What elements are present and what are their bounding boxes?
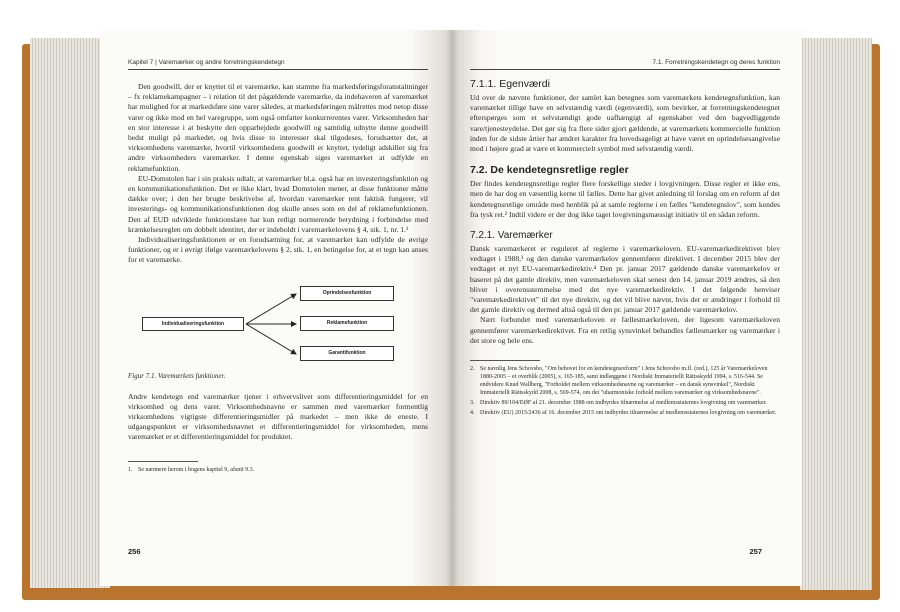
right-body-721 xyxy=(470,244,780,346)
paragraph: Dansk varemærkeret er reguleret af reglerne i varemærkeloven. EU-varemærkedirektivet blev vedtaget i 1988,³ og den danske varemærkelov gennemfører direktivet. I december 2015 blev der vedtaget et nyt EU-varemærkedirektiv.⁴ Den pr. januar 2017 gældende danske varemærkelov er baseret på det gamle direktiv, men varemærkeloven skal senest den 14. januar 2019 ændres, så den bliver i overensstemmelse med det nye varemærkedirektiv. I det følgende henviser "varemærkedirektivet" til det nye direktiv, og det vil blive nævnt, hvis der er ændringer i forhold til det gamle direktiv og dermed altså også til den pr. januar 2017 gældende varemærkelov. xyxy=(470,244,780,315)
left-page xyxy=(100,30,452,586)
paragraph: Ud over de nævnte funktioner, der samlet kan betegnes som varemærkets kendetegnsfunktion, kan varemærket tillige have en selvstændig værdi (egenværdi), som bevirker, at forretningskendetegnet efterspørges som et selvstændigt gode uafhængigt af egenskaber ved den bagvedliggende vare/tjenesteydelse. Det gør sig fra flere sider gjort gældende, at varemærkets kommercielle funktion inden for de sidste årtier har ændret karakter fra hovedsageligt at have været en oprindelsesangivelse mod i højere grad at være et kommercielt symbol med selvstændig værdi. xyxy=(470,93,780,154)
footnote-text: Se navnlig Jens Schovsbo, "Om behovet for en kendetegnsreform" i Jens Schovsbo m.fl. (red.), 125 år Varemærkeloven 1880-2005 – et overblik (2005), s. 165-185, samt indlæggene i Nordiskt Immateriellt Rättsskydd 1994, s. 516-544. Se endvidere Knud Wallberg, "Forholdet mellem virksomhedsnavne og varemærker – en dansk synsvinkel", Nordiskt Immateriellt Rättsskydd 2008, s. 569-574, om det "uharmoniske forhold mellem varemærker og virksomhedsnavne". xyxy=(480,366,768,397)
box-reklamefunktion: Reklamefunktion xyxy=(300,316,394,331)
right-body-72 xyxy=(470,179,780,220)
footnote-rule xyxy=(470,360,540,361)
running-header-left xyxy=(128,44,428,70)
box-garantifunktion: Garantifunktion xyxy=(300,346,394,361)
box-oprindelsesfunktion: Oprindelsesfunktion xyxy=(300,286,394,301)
header-text: Kapitel 7 | Varemærker og andre forretningskendetegn xyxy=(128,59,285,66)
paragraph: Der findes kendetegnsretlige regler flere forskellige steder i lovgivningen. Disse regler er ikke ens, men de har dog en væsentlig kerne til fælles. Dette har givet anledning til forslag om en reform af det kendetegnsretlige område med henblik på at samle reglerne i en fælles "kendetegnslov", som kendes fra tysk ret.² Indtil videre er der dog ikke taget lovgivningsmæssigt initiativ til en sådan reform. xyxy=(470,179,780,219)
footnote xyxy=(470,399,780,407)
footnote-rule xyxy=(128,461,198,462)
page-edges-right xyxy=(800,38,872,590)
book-gutter-shadow xyxy=(446,30,458,586)
footnote-number: 4. xyxy=(470,410,475,417)
page-edges-left xyxy=(30,38,110,588)
paragraph: Individualiseringsfunktionen er en forudsætning for, at varemærket kan udfylde de øvrige funktioner, og er i øvrigt ifølge varemærkelovens § 2, stk. 1, en betingelse for, at et tegn kan anses for et varemærke. xyxy=(128,235,428,265)
paragraph: Nært forbundet med varemærkeloven er fællesmærkeloven, der ligesom varemærkeloven gennemfører varemærkedirektivet. Fra en retlig synsvinkel behandles fællesmærker og varemærker i det store og hele ens. xyxy=(470,315,780,345)
section-heading-7-2-1: 7.2.1. Varemærker xyxy=(470,230,553,242)
footnote xyxy=(470,365,780,397)
section-heading-7-1-1: 7.1.1. Egenværdi xyxy=(470,78,550,90)
figure-7-1 xyxy=(128,278,428,370)
footnote-number: 1. xyxy=(128,466,133,473)
footnote-text: Direktiv 89/104/EØF af 21. december 1988 om indbyrdes tilnærmelse af medlemsstaternes lovgivning om varemærker. xyxy=(480,400,767,407)
footnote-text: Direktiv (EU) 2015/2436 af 16. december 2015 om indbyrdes tilnærmelse af medlemsstaternes lovgivning om varemærker. xyxy=(480,410,777,417)
page-number-right: 257 xyxy=(749,547,762,556)
header-text: 7.1. Forretningskendetegn og deres funktion xyxy=(652,59,780,66)
page-number-left: 256 xyxy=(128,547,141,556)
footnote-number: 2. xyxy=(470,366,475,373)
footnote xyxy=(128,466,428,474)
running-header-right xyxy=(470,44,780,70)
figure-caption: Figur 7.1. Varemærkets funktioner. xyxy=(128,371,226,380)
footnotes-left xyxy=(128,466,428,474)
footnotes-right xyxy=(470,365,780,417)
footnote-text: Se nærmere herom i bogens kapitel 9, afsnit 9.3. xyxy=(138,466,255,473)
footnote xyxy=(470,409,780,417)
paragraph: Andre kendetegn end varemærker tjener i erhvervslivet som differentieringsmiddel for en virksomhed og dens varer. Virksomhedsnavne er sammen med varemærker formentlig virksomhedens vigtigste differentieringsmidler på markedet – men ikke de eneste. I udgangspunktet er virksomhedsnavnet et differentieringsmiddel for virksomheden, mens varemærket er et differentieringsmiddel for produktet. xyxy=(128,391,428,442)
box-individualiseringsfunktion: Individualiseringsfunktion xyxy=(142,317,244,331)
left-body xyxy=(128,82,428,266)
footnote-number: 3. xyxy=(470,400,475,407)
paragraph: EU-Domstolen har i sin praksis udtalt, at varemærker bl.a. også har en investeringsfunktion og en kommunikationsfunktion. Det er ikke klart, hvad Domstolen mener, at disse funktioner måtte dække over; i den her brugte beskrivelse af, hvordan varemærker rent faktisk fungerer, vil investerings- og kommunikationsfunktionen dog skulle anses som en del af reklamefunktionen. Den af EUD udviklede funktionslære har kun retligt normerende betydning i forbindelse med krænkelsesreglen om dobbelt identitet, der er indeholdt i varemærkelovens § 4, stk. 1, nr. 1.¹ xyxy=(128,173,428,234)
paragraph: Den goodwill, der er knyttet til et varemærke, kan stamme fra markedsføringsforanstaltninger – fx reklamekampagner – i relation til det pågældende varemærke, da indehaveren af varemærket har mulighed for at markedsføre sine varer således, at markedsføringen målrettes mod netop disse varer og ikke mod en hel varegruppe, som også omfatter konkurrerentes varer. Virksomheden har en stor interesse i at beskytte den opparbejdede goodwill og samtidig udnytte denne goodwill bedst muligt på markedet, og hvis disse to interesser skal tilgodeses, forudsætter det, at virksomhedens varemærke, hvortil virksomhedens goodwill er knyttet, tydeligt adskiller sig fra andre virksomheders varemærker. I denne egenskab siges varemærket at udfylde en reklamefunktion. xyxy=(128,82,428,173)
right-page xyxy=(452,30,802,586)
section-heading-7-2: 7.2. De kendetegnsretlige regler xyxy=(470,164,629,177)
left-body-after-figure xyxy=(128,392,428,443)
right-body-711 xyxy=(470,93,780,154)
